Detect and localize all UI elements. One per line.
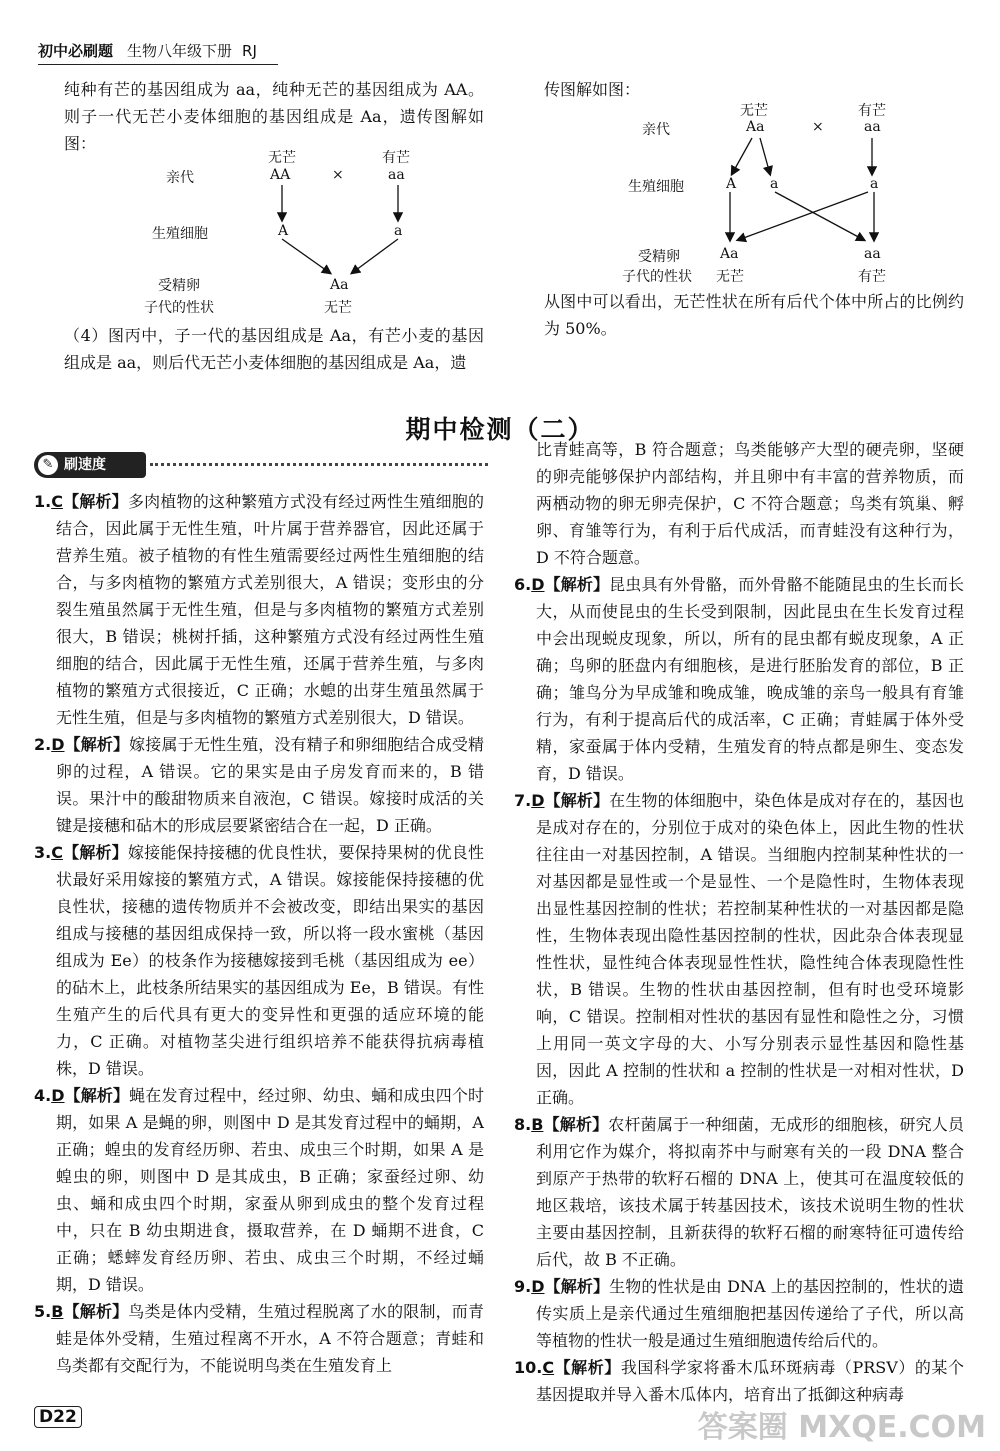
d1-child: Aa xyxy=(330,277,349,293)
d2-zygote-label: 受精卵 xyxy=(638,249,680,265)
d2-p2: aa xyxy=(864,119,881,135)
top-right-text1: 传图解如图： xyxy=(544,80,641,99)
d1-parent-label: 亲代 xyxy=(166,170,194,186)
answer-item xyxy=(514,1111,964,1273)
d1-zygote-label: 受精卵 xyxy=(158,278,200,294)
d2-p1: Aa xyxy=(746,119,765,135)
d1-p2-trait: 有芒 xyxy=(382,150,410,166)
answer-letter: C xyxy=(542,1358,555,1377)
d2-g1: A xyxy=(726,176,737,192)
question-number: 1. xyxy=(34,492,52,511)
answer-item xyxy=(514,1354,964,1408)
analysis-tag: 【解析】 xyxy=(544,791,610,810)
answer-letter: C xyxy=(51,492,63,511)
answer-explanation: 在生物的体细胞中，染色体是成对存在的，基因也是成对存在的，分别位于成对的染色体上，因此生物的性状往往由一对基因控制，A 错误。当细胞内控制某种性状的一对基因都是显性或一个是显性、一个是隐性时，生物体表现出显性基因控制的性状；若控制某种性状的一对基因都是隐性，生物体表现出隐性基因控制的性状，因此杂合体表现显性性状，显性纯合体表现显性性状，隐性纯合体表现隐性性状，B 错误。生物的性状由基因控制，但有时也受环境影响，C 错误。控制相对性状的基因有显性和隐性之分，习惯上用同一英文字母的大、小写分别表示显性基因和隐性基因，因此 A 控制的性状和 a 控制的性状是一对相对性状，D 正确。 xyxy=(536,791,964,1107)
top-left-para2 xyxy=(64,322,484,376)
d1-gamete-label: 生殖细胞 xyxy=(152,226,208,242)
page-number: D22 xyxy=(34,1406,82,1428)
d2-g2: a xyxy=(770,176,779,192)
analysis-tag: 【解析】 xyxy=(554,1358,621,1377)
top-left-text1: 纯种有芒的基因组成为 aa，纯种无芒的基因组成为 AA。则子一代无芒小麦体细胞的基因组成是 Aa，遗传图解如图： xyxy=(64,80,484,153)
d1-p1-trait: 无芒 xyxy=(268,150,296,166)
d2-c1: Aa xyxy=(720,246,739,262)
answer-explanation: 鸟类是体内受精，生殖过程脱离了水的限制，而青蛙是体外受精，生殖过程离不开水，A 不符合题意；青蛙和鸟类都有交配行为，不能说明鸟类在生殖发育上 xyxy=(56,1302,484,1375)
header-series: 初中必刷题 xyxy=(38,42,114,60)
answer-item xyxy=(34,731,484,839)
d2-gamete-label: 生殖细胞 xyxy=(628,179,684,195)
answer-item xyxy=(34,1082,484,1298)
question-number: 2. xyxy=(34,735,52,754)
watermark: 答案圈 MXQE.COM xyxy=(697,1410,986,1445)
d2-p2-trait: 有芒 xyxy=(858,103,886,119)
answer-explanation: 生物的性状是由 DNA 上的基因控制的，性状的遗传实质上是亲代通过生殖细胞把基因传递给了子代，所以高等植物的性状一般是通过生殖细胞遗传给后代的。 xyxy=(536,1277,964,1350)
question-number: 4. xyxy=(34,1086,52,1105)
top-right-text2: 从图中可以看出，无芒性状在所有后代个体中所占的比例约为 50%。 xyxy=(544,292,964,338)
analysis-tag: 【解析】 xyxy=(62,843,128,862)
genetic-diagram-2 xyxy=(600,100,960,290)
d1-cross: × xyxy=(332,167,344,183)
d1-p1: AA xyxy=(270,167,291,183)
analysis-tag: 【解析】 xyxy=(543,1115,609,1134)
section-title: 期中检测（二） xyxy=(405,415,595,444)
answer-letter: B xyxy=(51,1302,64,1321)
d2-c2-trait: 有芒 xyxy=(858,269,886,285)
header-edition: RJ xyxy=(242,42,257,60)
pen-icon: ✎ xyxy=(38,455,58,475)
question-number: 6. xyxy=(514,575,532,594)
answer-item xyxy=(514,787,964,1111)
answer-explanation: 比青蛙高等，B 符合题意；鸟类能够产大型的硬壳卵，坚硬的卵壳能够保护内部结构，并且卵中有丰富的营养物质，而两栖动物的卵无卵壳保护，C 不符合题意；鸟类有筑巢、孵卵、育雏等行为，有利于后代成活，而青蛙没有这种行为，D 不符合题意。 xyxy=(536,440,964,567)
answer-letter: C xyxy=(51,843,63,862)
question-number: 7. xyxy=(514,791,532,810)
answer-explanation: 农杆菌属于一种细菌，无成形的细胞核，研究人员利用它作为媒介，将拟南芥中与耐寒有关的一段 DNA 整合到原产于热带的软籽石榴的 DNA 上，使其可在温度较低的地区栽培，该技术属于转基因技术，该技术说明生物的性状主要由基因控制，且新获得的软籽石榴的耐寒特征可遗传给后代，故 B 不正确。 xyxy=(536,1115,964,1269)
question-number: 8. xyxy=(514,1115,532,1134)
answer-letter: B xyxy=(531,1115,544,1134)
speed-badge xyxy=(34,452,146,478)
answer-letter: D xyxy=(51,735,65,754)
top-right-para2 xyxy=(544,288,964,342)
genetic-diagram-1 xyxy=(60,145,490,325)
right-answer-column xyxy=(514,436,964,1408)
d1-g1: A xyxy=(278,223,289,239)
answer-explanation: 我国科学家将番木瓜环斑病毒（PRSV）的某个基因提取并导入番木瓜体内，培育出了抵御这种病毒 xyxy=(536,1358,964,1404)
d2-c1-trait: 无芒 xyxy=(716,269,744,285)
answer-explanation: 昆虫具有外骨骼，而外骨骼不能随昆虫的生长而长大，从而使昆虫的生长受到限制，因此昆虫在生长发育过程中会出现蜕皮现象，所以，所有的昆虫都有蜕皮现象，A 正确；鸟卵的胚盘内有细胞核，是进行胚胎发育的部位，B 正确；雏鸟分为早成雏和晚成雏，晚成雏的亲鸟一般具有育雏行为，有利于提高后代的成活率，C 正确；青蛙属于体外受精，家蚕属于体内受精，生殖发育的特点都是卵生、变态发育，D 错误。 xyxy=(536,575,964,783)
d2-trait-label: 子代的性状 xyxy=(622,269,692,285)
d2-parent-label: 亲代 xyxy=(642,122,670,138)
d1-p2: aa xyxy=(388,167,405,183)
badge-label: 刷速度 xyxy=(64,457,106,473)
analysis-tag: 【解析】 xyxy=(63,1302,129,1321)
answer-letter: D xyxy=(531,575,545,594)
answer-item xyxy=(514,1273,964,1354)
top-left-text2: （4）图丙中，子一代的基因组成是 Aa，有芒小麦的基因组成是 aa，则后代无芒小麦体细胞的基因组成是 Aa，遗 xyxy=(64,326,484,372)
question-number: 9. xyxy=(514,1277,532,1296)
header-rule xyxy=(38,64,278,65)
answer-explanation: 多肉植物的这种繁殖方式没有经过两性生殖细胞的结合，因此属于无性生殖，叶片属于营养器官，因此还属于营养生殖。被子植物的有性生殖需要经过两性生殖细胞的结合，与多肉植物的繁殖方式差别很大，A 错误；变形虫的分裂生殖虽然属于无性生殖，但是与多肉植物的繁殖方式差别很大，B 错误；桃树扦插，这种繁殖方式没有经过两性生殖细胞的结合，因此属于无性生殖，还属于营养生殖，与多肉植物的繁殖方式很接近，C 正确；水螅的出芽生殖虽然属于无性生殖，但是与多肉植物的繁殖方式差别很大，D 错误。 xyxy=(56,492,484,727)
d1-trait-label: 子代的性状 xyxy=(144,300,214,316)
question-number: 5. xyxy=(34,1302,52,1321)
answer-item xyxy=(514,571,964,787)
page-header xyxy=(38,40,257,61)
dotted-divider xyxy=(150,463,488,466)
question-number: 3. xyxy=(34,843,52,862)
analysis-tag: 【解析】 xyxy=(62,492,128,511)
answer-letter: D xyxy=(531,1277,545,1296)
d1-g2: a xyxy=(394,223,403,239)
top-right-para1 xyxy=(544,76,964,103)
answer-item xyxy=(34,488,484,731)
header-subject: 生物八年级下册 xyxy=(127,42,233,60)
answer-item xyxy=(34,839,484,1082)
answer-explanation: 蝇在发育过程中，经过卵、幼虫、蛹和成虫四个时期，如果 A 是蝇的卵，则图中 D 是其发育过程中的蛹期，A 正确；蝗虫的发育经历卵、若虫、成虫三个时期，如果 A 是蝗虫的卵，则图中 D 是其成虫，B 正确；家蚕经过卵、幼虫、蛹和成虫四个时期，家蚕从卵到成虫的整个发育过程中，只在 B 幼虫期进食，摄取营养，在 D 蛹期不进食，C 正确；蟋蟀发育经历卵、若虫、成虫三个时期，不经过蛹期，D 错误。 xyxy=(56,1086,484,1294)
d2-c2: aa xyxy=(864,246,881,262)
analysis-tag: 【解析】 xyxy=(544,1277,610,1296)
analysis-tag: 【解析】 xyxy=(544,575,610,594)
analysis-tag: 【解析】 xyxy=(64,1086,130,1105)
d2-cross: × xyxy=(812,119,824,135)
answer-item xyxy=(514,436,964,571)
answer-letter: D xyxy=(531,791,545,810)
answer-letter: D xyxy=(51,1086,65,1105)
answer-explanation: 嫁接属于无性生殖，没有精子和卵细胞结合成受精卵的过程，A 错误。它的果实是由子房发育而来的，B 错误。果汁中的酸甜物质来自液泡，C 错误。嫁接时成活的关键是接穗和砧木的形成层要紧密结合在一起，D 正确。 xyxy=(56,735,484,835)
d2-p1-trait: 无芒 xyxy=(740,103,768,119)
answer-item xyxy=(34,1298,484,1379)
d1-child-trait: 无芒 xyxy=(324,300,352,316)
analysis-tag: 【解析】 xyxy=(64,735,130,754)
d2-g3: a xyxy=(870,176,879,192)
question-number: 10. xyxy=(514,1358,543,1377)
left-answer-column xyxy=(34,488,484,1379)
answer-explanation: 嫁接能保持接穗的优良性状，要保持果树的优良性状最好采用嫁接的繁殖方式，A 错误。嫁接能保持接穗的优良性状，接穗的遗传物质并不会被改变，即结出果实的基因组成与接穗的基因组成保持一致，所以将一段水蜜桃（基因组成为 Ee）的枝条作为接穗嫁接到毛桃（基因组成为 ee）的砧木上，此枝条所结果实的基因组成为 Ee，B 错误。有性生殖产生的后代具有更大的变异性和更强的适应环境的能力，C 正确。对植物茎尖进行组织培养不能获得抗病毒植株，D 错误。 xyxy=(56,843,484,1078)
